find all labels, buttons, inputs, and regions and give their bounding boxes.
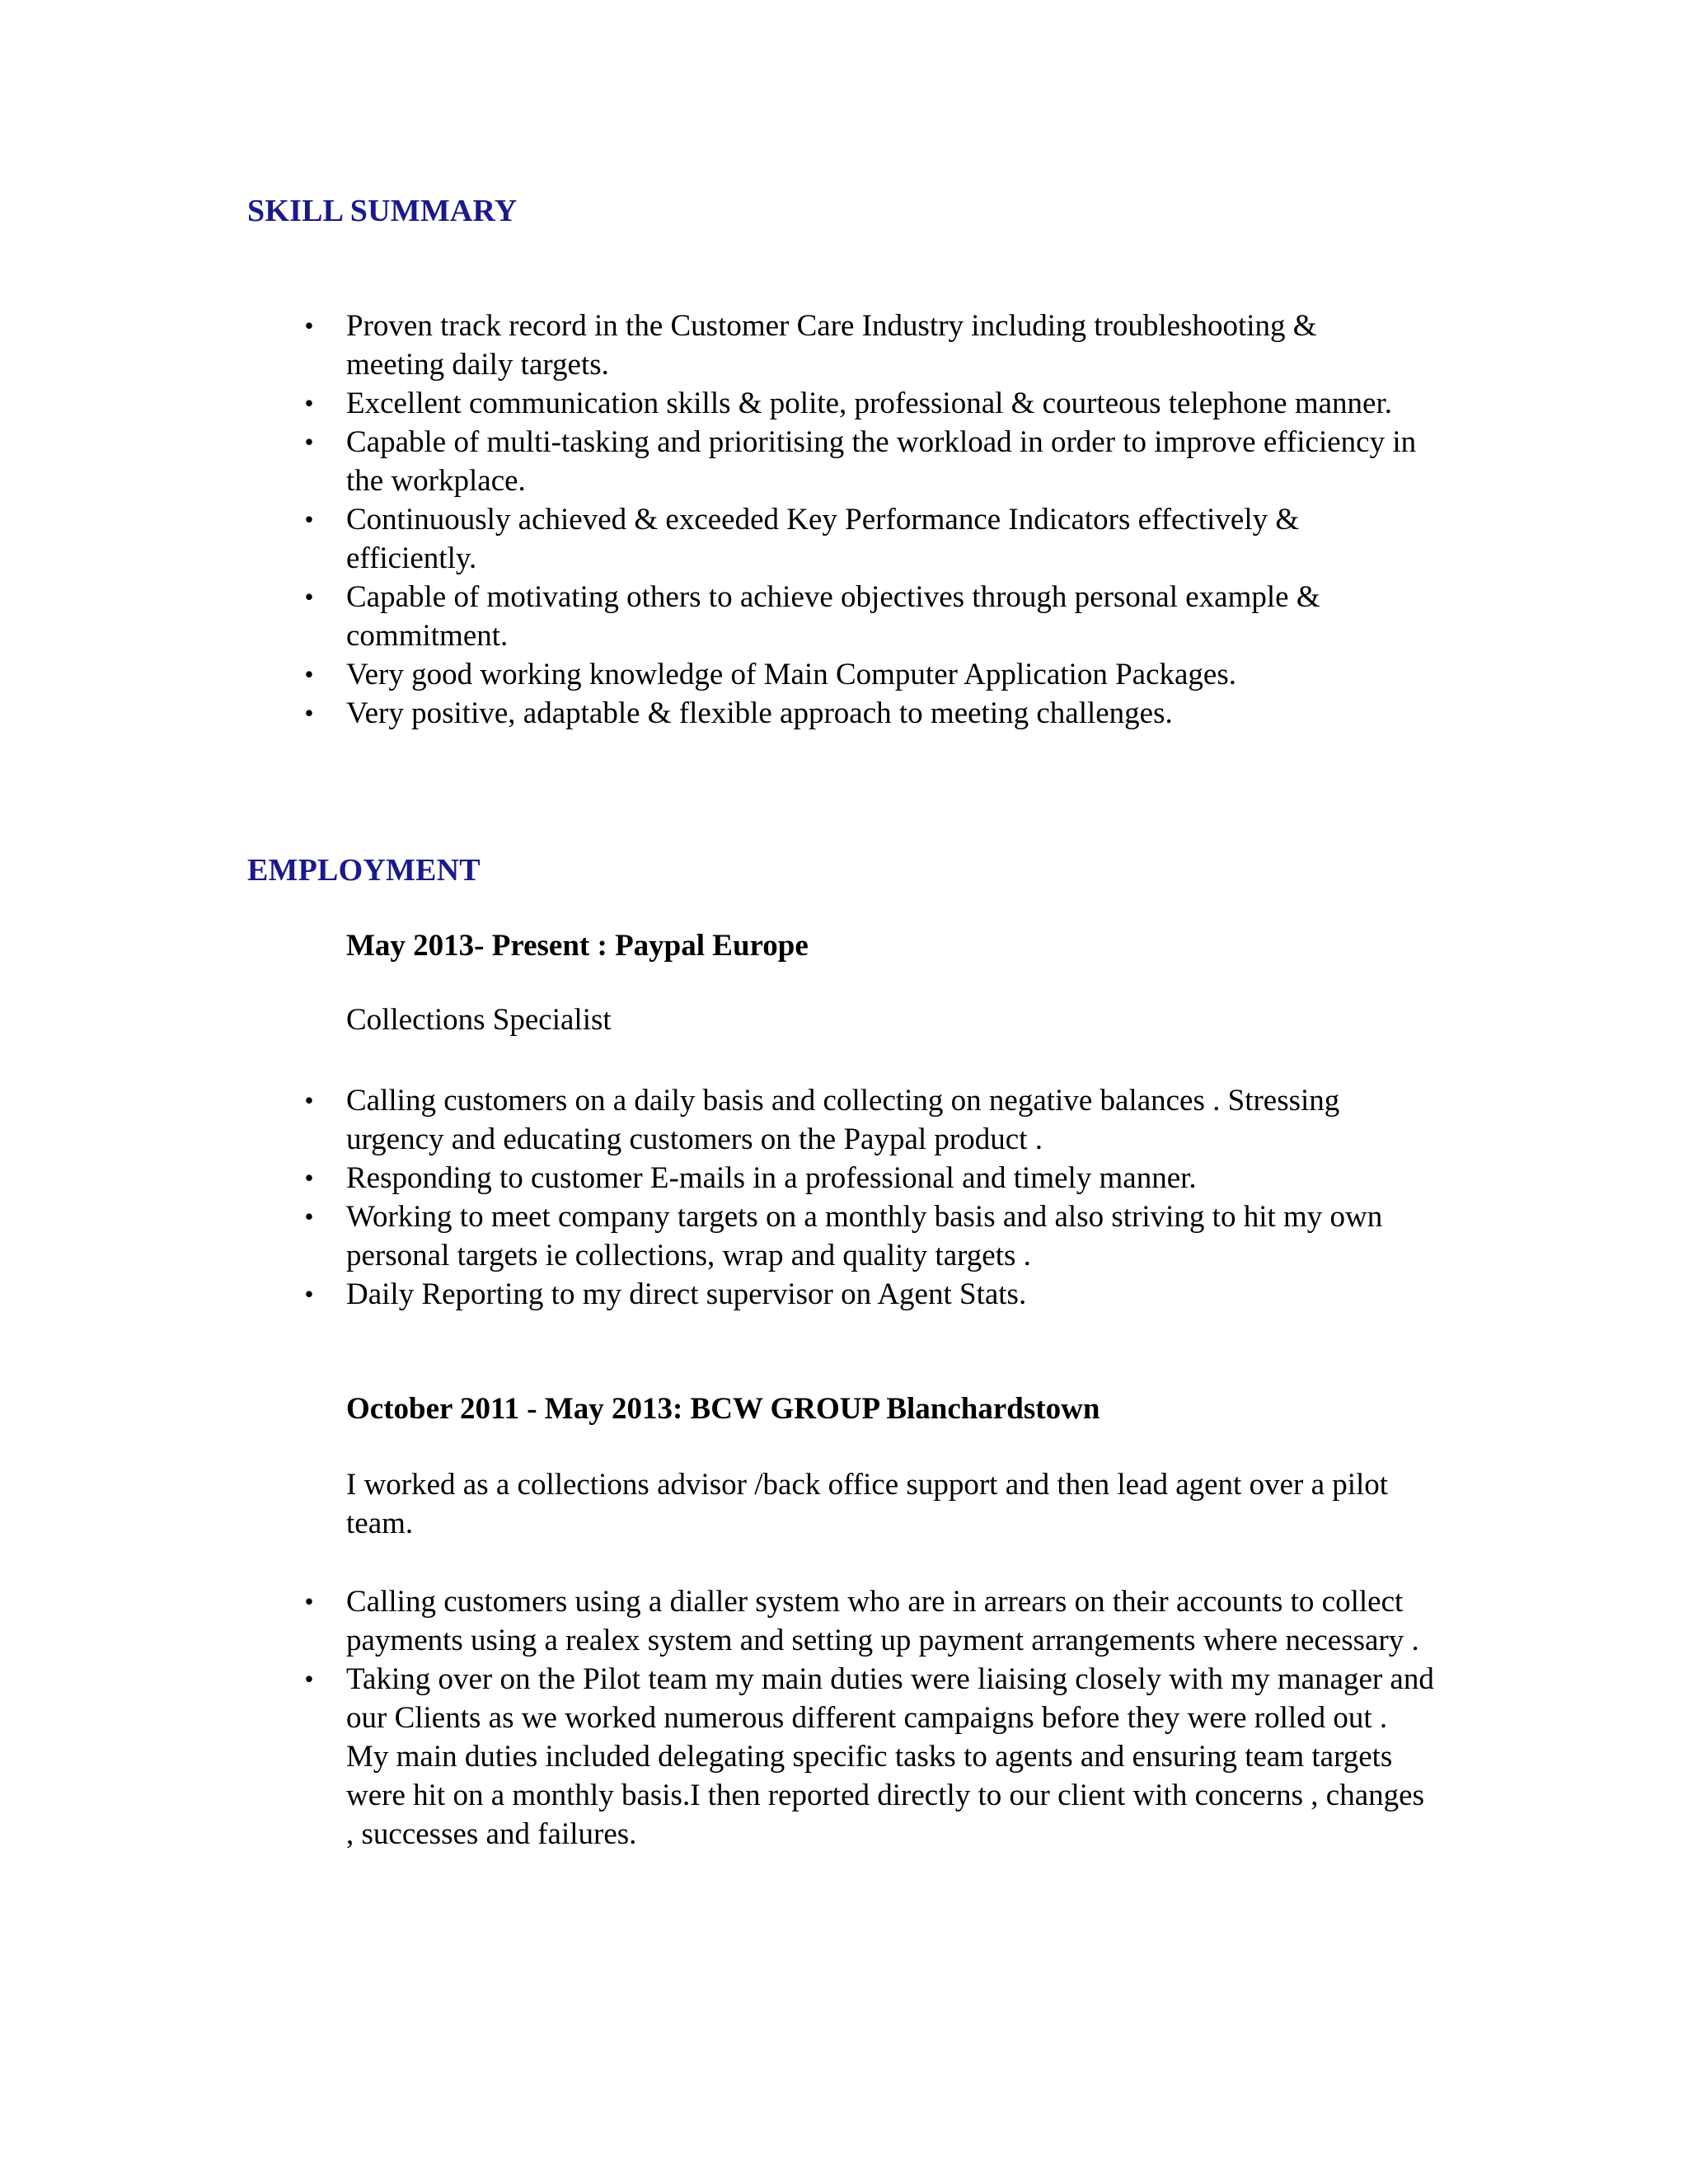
bullet-icon: • bbox=[304, 1586, 314, 1616]
job-intro-bcw: I worked as a collections advisor /back office support and then lead agent over a pilot team. bbox=[346, 1468, 1389, 1540]
job-heading-bcw: October 2011 - May 2013: BCW GROUP Blanchardstown bbox=[346, 1392, 1100, 1426]
list-item bbox=[297, 1660, 1434, 1854]
list-item-text: Very positive, adaptable & flexible approach to meeting challenges. bbox=[346, 696, 1173, 730]
bcw-duties-list bbox=[297, 1582, 1434, 1854]
job-heading-paypal: May 2013- Present : Paypal Europe bbox=[346, 929, 809, 963]
list-item-text: Daily Reporting to my direct supervisor on Agent Stats. bbox=[346, 1277, 1027, 1311]
list-item bbox=[297, 578, 1418, 655]
bullet-icon: • bbox=[304, 1664, 314, 1694]
list-item bbox=[297, 655, 1418, 694]
bullet-icon: • bbox=[304, 1163, 314, 1193]
bullet-icon: • bbox=[304, 1085, 314, 1115]
bullet-icon: • bbox=[304, 1279, 314, 1309]
list-item bbox=[297, 1275, 1426, 1314]
skill-summary-heading: SKILL SUMMARY bbox=[247, 194, 518, 228]
list-item bbox=[297, 1159, 1426, 1197]
skill-summary-list bbox=[297, 307, 1418, 733]
bullet-icon: • bbox=[304, 698, 314, 728]
list-item-text: Taking over on the Pilot team my main duties were liaising closely with my manager and our Clients as we worked numerous different campaigns before they were rolled out . My main duties included delegating specific tasks to agents and ensuring team targets were hit on a monthly basis.I then reported directly to our client with concerns , changes , successes and failures. bbox=[346, 1662, 1434, 1851]
bullet-icon: • bbox=[304, 582, 314, 612]
list-item bbox=[297, 307, 1418, 384]
employment-heading: EMPLOYMENT bbox=[247, 853, 481, 888]
list-item-text: Proven track record in the Customer Care Industry including troubleshooting & meeting daily targets. bbox=[346, 309, 1317, 382]
bullet-icon: • bbox=[304, 311, 314, 340]
list-item bbox=[297, 1197, 1426, 1275]
list-item-text: Excellent communication skills & polite, professional & courteous telephone manner. bbox=[346, 387, 1393, 420]
list-item-text: Capable of multi-tasking and prioritising the workload in order to improve efficiency in the workplace. bbox=[346, 425, 1417, 498]
job-role-paypal: Collections Specialist bbox=[346, 1003, 612, 1037]
bullet-icon: • bbox=[304, 427, 314, 457]
list-item-text: Capable of motivating others to achieve objectives through personal example & commitment. bbox=[346, 580, 1320, 653]
paypal-duties-list bbox=[297, 1081, 1426, 1314]
bullet-icon: • bbox=[304, 659, 314, 689]
list-item-text: Working to meet company targets on a monthly basis and also striving to hit my own personal targets ie collections, wrap and quality targets . bbox=[346, 1200, 1383, 1272]
list-item bbox=[297, 500, 1418, 578]
list-item bbox=[297, 1081, 1426, 1159]
list-item bbox=[297, 423, 1418, 500]
bullet-icon: • bbox=[304, 388, 314, 418]
list-item-text: Calling customers using a dialler system who are in arrears on their accounts to collect payments using a realex system and setting up payment arrangements where necessary . bbox=[346, 1585, 1419, 1657]
list-item-text: Responding to customer E-mails in a professional and timely manner. bbox=[346, 1161, 1197, 1195]
list-item-text: Continuously achieved & exceeded Key Performance Indicators effectively & efficiently. bbox=[346, 503, 1300, 575]
list-item bbox=[297, 694, 1418, 733]
list-item bbox=[297, 1582, 1434, 1660]
list-item bbox=[297, 384, 1418, 423]
list-item-text: Very good working knowledge of Main Computer Application Packages. bbox=[346, 658, 1236, 691]
list-item-text: Calling customers on a daily basis and collecting on negative balances . Stressing urgency and educating customers on the Paypal product . bbox=[346, 1084, 1340, 1156]
bullet-icon: • bbox=[304, 1202, 314, 1231]
bullet-icon: • bbox=[304, 504, 314, 534]
